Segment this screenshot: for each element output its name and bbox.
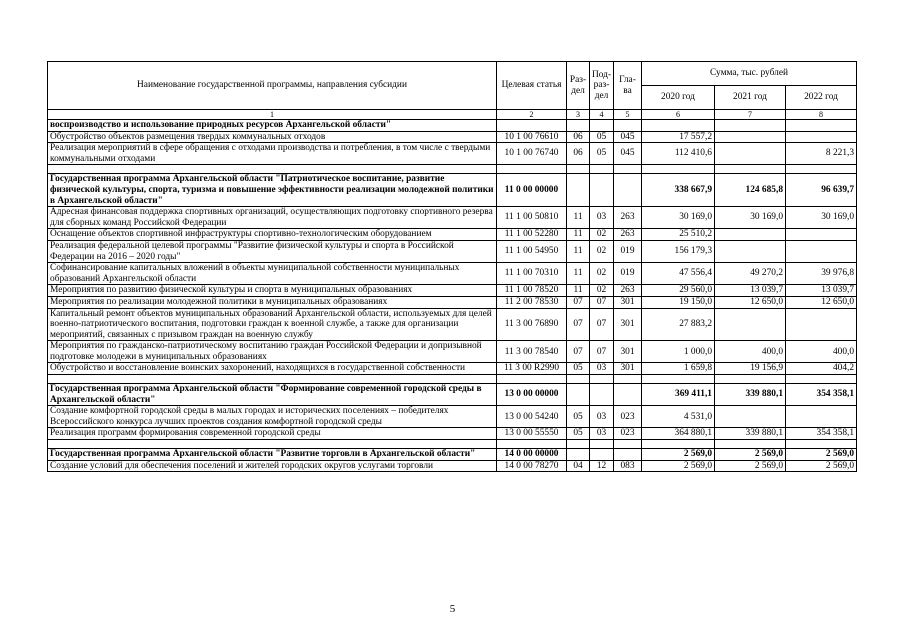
row-sum-2020: [642, 120, 715, 132]
table-row: [48, 131, 857, 143]
row-chapter: 263: [614, 285, 642, 297]
row-section: 11: [567, 285, 590, 297]
row-subsection: 02: [590, 229, 614, 241]
row-name: Капитальный ремонт объектов муниципальных образований Архангельской области, используемых для целей военно-патриотического воспитания, подготовки граждан к военной службе, а также для организации мероприятий, связанных с призывом граждан на военную службу: [48, 308, 497, 341]
header-chapter: Гла-ва: [614, 62, 642, 110]
row-sum-2022: [786, 406, 857, 428]
row-code: 10 1 00 76740: [497, 143, 567, 165]
row-sum-2020: 27 883,2: [642, 308, 715, 341]
row-sum-2020: 2 569,0: [642, 460, 715, 472]
row-sum-2022: 400,0: [786, 341, 857, 363]
row-subsection: [590, 174, 614, 207]
header-year-2021: 2021 год: [715, 86, 786, 110]
row-subsection: 05: [590, 143, 614, 165]
row-subsection: 02: [590, 263, 614, 285]
row-sum-2020: 1 000,0: [642, 341, 715, 363]
header-section: Раз-дел: [567, 62, 590, 110]
row-code: 11 3 00 76890: [497, 308, 567, 341]
row-sum-2022: 12 650,0: [786, 296, 857, 308]
row-name: Создание комфортной городской среды в малых городах и исторических поселениях – победителях Всероссийского конкурса лучших проектов создания комфортной городской среды: [48, 406, 497, 428]
table-row: [48, 240, 857, 262]
spacer-cell: [786, 375, 857, 384]
row-chapter: 263: [614, 229, 642, 241]
header-subsection: Под-раз-дел: [590, 62, 614, 110]
row-code: 11 1 00 70310: [497, 263, 567, 285]
spacer-cell: [642, 165, 715, 174]
spacer-row: [48, 375, 857, 384]
row-sum-2020: 364 880,1: [642, 428, 715, 440]
row-name: Мероприятия по развитию физической культуры и спорта в муниципальных образованиях: [48, 285, 497, 297]
header-target: Целевая статья: [497, 62, 567, 110]
row-sum-2021: [715, 143, 786, 165]
row-name: Мероприятия по реализации молодежной политики в муниципальных образованиях: [48, 296, 497, 308]
row-section: [567, 384, 590, 406]
row-sum-2022: [786, 131, 857, 143]
row-sum-2020: 4 531,0: [642, 406, 715, 428]
row-sum-2021: 19 156,9: [715, 363, 786, 375]
row-subsection: 03: [590, 428, 614, 440]
row-sum-2022: 96 639,7: [786, 174, 857, 207]
row-chapter: [614, 174, 642, 207]
spacer-cell: [642, 440, 715, 449]
row-sum-2020: 47 556,4: [642, 263, 715, 285]
row-name: Мероприятия по гражданско-патриотическому воспитанию граждан Российской Федерации и допризывной подготовке молодежи в муниципальных образованиях: [48, 341, 497, 363]
col-number: 2: [497, 110, 567, 120]
col-number: 8: [786, 110, 857, 120]
row-name: воспроизводство и использование природных ресурсов Архангельской области": [48, 120, 497, 132]
row-chapter: 301: [614, 363, 642, 375]
col-number: 5: [614, 110, 642, 120]
program-row: [48, 384, 857, 406]
row-subsection: 12: [590, 460, 614, 472]
row-code: 11 3 00 78540: [497, 341, 567, 363]
row-subsection: 05: [590, 131, 614, 143]
row-sum-2022: 2 569,0: [786, 460, 857, 472]
row-sum-2020: 2 569,0: [642, 449, 715, 461]
spacer-cell: [786, 440, 857, 449]
row-subsection: [590, 449, 614, 461]
row-sum-2021: [715, 406, 786, 428]
row-subsection: 03: [590, 406, 614, 428]
spacer-cell: [715, 440, 786, 449]
spacer-cell: [567, 165, 590, 174]
row-section: 05: [567, 406, 590, 428]
row-name: Оснащение объектов спортивной инфраструктуры спортивно-технологическим оборудованием: [48, 229, 497, 241]
row-sum-2022: 404,2: [786, 363, 857, 375]
row-name: Обустройство и восстановление воинских захоронений, находящихся в государственной собственности: [48, 363, 497, 375]
row-sum-2020: 17 557,2: [642, 131, 715, 143]
row-chapter: 023: [614, 406, 642, 428]
row-chapter: 263: [614, 207, 642, 229]
row-subsection: 03: [590, 207, 614, 229]
row-code: 11 1 00 54950: [497, 240, 567, 262]
row-sum-2022: [786, 120, 857, 132]
row-sum-2022: 2 569,0: [786, 449, 857, 461]
row-sum-2022: [786, 308, 857, 341]
row-section: 06: [567, 143, 590, 165]
spacer-row: [48, 165, 857, 174]
row-sum-2020: 1 659,8: [642, 363, 715, 375]
row-sum-2021: [715, 308, 786, 341]
table-row: [48, 143, 857, 165]
spacer-cell: [497, 375, 567, 384]
col-number: 7: [715, 110, 786, 120]
page-number: 5: [449, 603, 456, 615]
header-sum: Сумма, тыс. рублей: [642, 62, 857, 86]
row-sum-2021: 30 169,0: [715, 207, 786, 229]
row-section: 07: [567, 296, 590, 308]
row-sum-2020: 30 169,0: [642, 207, 715, 229]
row-chapter: 023: [614, 428, 642, 440]
row-chapter: 045: [614, 131, 642, 143]
row-sum-2020: 338 667,9: [642, 174, 715, 207]
row-section: 07: [567, 341, 590, 363]
row-code: 10 1 00 76610: [497, 131, 567, 143]
row-section: 11: [567, 229, 590, 241]
row-section: 06: [567, 131, 590, 143]
row-section: [567, 120, 590, 132]
spacer-cell: [497, 165, 567, 174]
row-sum-2021: 12 650,0: [715, 296, 786, 308]
table-row: [48, 296, 857, 308]
row-sum-2021: [715, 229, 786, 241]
col-number: 4: [590, 110, 614, 120]
row-sum-2021: [715, 120, 786, 132]
table-row: [48, 263, 857, 285]
row-code: 14 0 00 00000: [497, 449, 567, 461]
row-name: Создание условий для обеспечения поселений и жителей городских округов услугами торговли: [48, 460, 497, 472]
table-row: [48, 428, 857, 440]
row-subsection: 02: [590, 240, 614, 262]
row-subsection: [590, 120, 614, 132]
table-row: [48, 207, 857, 229]
row-sum-2021: 49 270,2: [715, 263, 786, 285]
row-sum-2021: [715, 131, 786, 143]
row-code: 14 0 00 78270: [497, 460, 567, 472]
row-chapter: 301: [614, 341, 642, 363]
row-chapter: 019: [614, 263, 642, 285]
spacer-cell: [786, 165, 857, 174]
row-sum-2022: 354 358,1: [786, 428, 857, 440]
row-code: 11 1 00 50810: [497, 207, 567, 229]
row-subsection: [590, 384, 614, 406]
spacer-cell: [48, 165, 497, 174]
row-subsection: 03: [590, 363, 614, 375]
table-row: [48, 308, 857, 341]
row-section: 05: [567, 428, 590, 440]
row-section: 07: [567, 308, 590, 341]
row-code: 11 1 00 78520: [497, 285, 567, 297]
spacer-cell: [715, 375, 786, 384]
spacer-cell: [590, 165, 614, 174]
row-section: 05: [567, 363, 590, 375]
row-chapter: 083: [614, 460, 642, 472]
spacer-cell: [614, 165, 642, 174]
table-row: [48, 406, 857, 428]
spacer-cell: [497, 440, 567, 449]
row-code: 11 3 00 R2990: [497, 363, 567, 375]
row-chapter: [614, 120, 642, 132]
program-row: [48, 174, 857, 207]
col-number: 1: [48, 110, 497, 120]
row-name: Обустройство объектов размещения твердых коммунальных отходов: [48, 131, 497, 143]
row-code: 13 0 00 55550: [497, 428, 567, 440]
header-year-2020: 2020 год: [642, 86, 715, 110]
row-name: Государственная программа Архангельской области "Развитие торговли в Архангельской области": [48, 449, 497, 461]
row-sum-2021: 339 880,1: [715, 428, 786, 440]
spacer-cell: [590, 375, 614, 384]
spacer-cell: [715, 165, 786, 174]
row-chapter: 301: [614, 296, 642, 308]
spacer-row: [48, 440, 857, 449]
row-section: 11: [567, 263, 590, 285]
row-sum-2020: 29 560,0: [642, 285, 715, 297]
spacer-cell: [614, 375, 642, 384]
col-number: 6: [642, 110, 715, 120]
spacer-cell: [590, 440, 614, 449]
row-sum-2021: 124 685,8: [715, 174, 786, 207]
row-sum-2020: 112 410,6: [642, 143, 715, 165]
row-chapter: [614, 384, 642, 406]
row-subsection: 07: [590, 308, 614, 341]
row-sum-2021: 400,0: [715, 341, 786, 363]
row-code: 13 0 00 00000: [497, 384, 567, 406]
row-name: Реализация программ формирования современной городской среды: [48, 428, 497, 440]
row-name: Государственная программа Архангельской области "Формирование современной городской среды в Архангельской области": [48, 384, 497, 406]
header-year-2022: 2022 год: [786, 86, 857, 110]
column-number-row: [48, 110, 857, 120]
row-sum-2021: [715, 240, 786, 262]
program-row: [48, 120, 857, 132]
table-body: [48, 120, 857, 472]
spacer-cell: [614, 440, 642, 449]
header-row: [48, 62, 857, 86]
row-code: [497, 120, 567, 132]
row-sum-2022: [786, 240, 857, 262]
row-section: [567, 174, 590, 207]
row-sum-2022: 8 221,3: [786, 143, 857, 165]
spacer-cell: [48, 375, 497, 384]
program-row: [48, 449, 857, 461]
row-code: 13 0 00 54240: [497, 406, 567, 428]
row-name: Софинансирование капитальных вложений в объекты муниципальной собственности муниципальных образований Архангельской области: [48, 263, 497, 285]
row-section: 11: [567, 207, 590, 229]
table-row: [48, 341, 857, 363]
row-sum-2022: 354 358,1: [786, 384, 857, 406]
row-name: Реализация мероприятий в сфере обращения с отходами производства и потребления, в том числе с твердыми коммунальными отходами: [48, 143, 497, 165]
row-sum-2020: 369 411,1: [642, 384, 715, 406]
spacer-cell: [567, 440, 590, 449]
row-code: 11 0 00 00000: [497, 174, 567, 207]
row-subsection: 07: [590, 341, 614, 363]
row-code: 11 1 00 52280: [497, 229, 567, 241]
col-number: 3: [567, 110, 590, 120]
row-sum-2021: 13 039,7: [715, 285, 786, 297]
spacer-cell: [48, 440, 497, 449]
row-sum-2021: 339 880,1: [715, 384, 786, 406]
spacer-cell: [642, 375, 715, 384]
spacer-cell: [567, 375, 590, 384]
row-section: 11: [567, 240, 590, 262]
row-section: 04: [567, 460, 590, 472]
row-name: Адресная финансовая поддержка спортивных организаций, осуществляющих подготовку спортивного резерва для сборных команд Российской Федерации: [48, 207, 497, 229]
row-section: [567, 449, 590, 461]
row-chapter: 019: [614, 240, 642, 262]
row-sum-2020: 25 510,2: [642, 229, 715, 241]
row-sum-2020: 156 179,3: [642, 240, 715, 262]
row-name: Реализация федеральной целевой программы "Развитие физической культуры и спорта в Российской Федерации на 2016 – 2020 годы": [48, 240, 497, 262]
table-row: [48, 460, 857, 472]
row-sum-2022: 30 169,0: [786, 207, 857, 229]
row-sum-2022: 13 039,7: [786, 285, 857, 297]
row-chapter: [614, 449, 642, 461]
row-code: 11 2 00 78530: [497, 296, 567, 308]
row-sum-2022: 39 976,8: [786, 263, 857, 285]
table-row: [48, 285, 857, 297]
table-row: [48, 229, 857, 241]
row-sum-2021: 2 569,0: [715, 460, 786, 472]
row-subsection: 07: [590, 296, 614, 308]
row-chapter: 045: [614, 143, 642, 165]
row-name: Государственная программа Архангельской области "Патриотическое воспитание, развитие физической культуры, спорта, туризма и повышение эффективности реализации молодежной политики в Архангельской области": [48, 174, 497, 207]
budget-table: [47, 61, 857, 472]
row-sum-2020: 19 150,0: [642, 296, 715, 308]
row-sum-2022: [786, 229, 857, 241]
row-chapter: 301: [614, 308, 642, 341]
row-subsection: 02: [590, 285, 614, 297]
table-row: [48, 363, 857, 375]
header-name: Наименование государственной программы, направления субсидии: [48, 62, 497, 110]
row-sum-2021: 2 569,0: [715, 449, 786, 461]
